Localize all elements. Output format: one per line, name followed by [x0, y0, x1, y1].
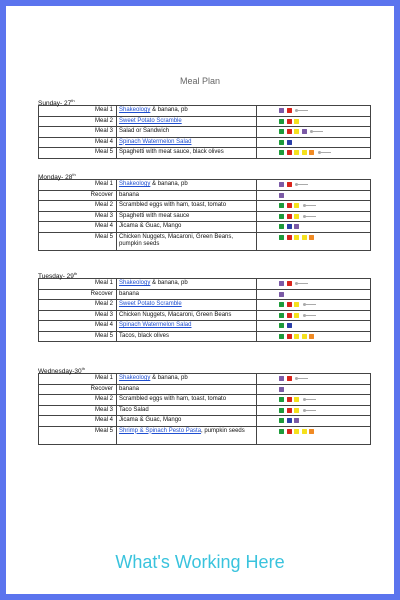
yellow-container-icon — [294, 150, 299, 155]
yellow-container-icon — [294, 313, 299, 318]
meal-text: & banana, pb — [150, 181, 188, 187]
meal-label: Meal 5 — [39, 426, 117, 444]
recipe-link[interactable]: Sweet Potato Scramble — [119, 117, 182, 124]
yellow-container-icon — [294, 119, 299, 124]
meal-text: , pumpkin seeds — [201, 427, 245, 434]
meal-description — [117, 137, 257, 148]
table-row — [39, 310, 371, 321]
teaspoon-icon — [310, 129, 324, 134]
meal-label: Meal 5 — [39, 232, 117, 250]
day-section — [38, 170, 366, 251]
red-container-icon — [287, 203, 292, 208]
table-row — [39, 232, 371, 250]
yellow-container-icon — [294, 235, 299, 240]
green-container-icon — [279, 313, 284, 318]
meal-label: Meal 4 — [39, 222, 117, 233]
meal-text: banana — [119, 385, 140, 392]
container-icons — [257, 116, 371, 127]
meal-text: Scrambled eggs with ham, toast, tomato — [119, 202, 227, 208]
meal-label: Meal 2 — [39, 395, 117, 406]
green-container-icon — [279, 150, 284, 155]
red-container-icon — [287, 334, 292, 339]
table-row — [39, 201, 371, 212]
container-icons — [257, 395, 371, 406]
meal-label: Meal 5 — [39, 331, 117, 342]
meal-description — [117, 289, 257, 300]
teaspoon-icon — [295, 281, 309, 286]
green-container-icon — [279, 203, 284, 208]
red-container-icon — [287, 235, 292, 240]
container-icons — [257, 300, 371, 311]
meal-text: Tacos, black olives — [119, 332, 170, 339]
day-section — [38, 96, 366, 159]
container-icons — [257, 416, 371, 427]
meal-description — [117, 426, 257, 444]
table-row — [39, 127, 371, 138]
container-icons — [257, 211, 371, 222]
meal-description — [117, 395, 257, 406]
meal-text: Scrambled eggs with ham, toast, tomato — [119, 396, 227, 402]
meal-text: & banana, pb — [150, 280, 188, 286]
green-container-icon — [279, 323, 284, 328]
blue-container-icon — [287, 224, 292, 229]
meal-label: Meal 2 — [39, 201, 117, 212]
meal-label: Recover — [39, 384, 117, 395]
red-container-icon — [287, 429, 292, 434]
container-icons — [257, 310, 371, 321]
purple-container-icon — [294, 418, 299, 423]
meal-text: banana — [119, 191, 140, 198]
green-container-icon — [279, 418, 284, 423]
container-icons — [257, 180, 371, 191]
purple-container-icon — [279, 376, 284, 381]
day-heading — [38, 96, 366, 108]
container-icons — [257, 289, 371, 300]
footer-caption: What's Working Here — [115, 552, 285, 572]
table-row — [39, 374, 371, 385]
teaspoon-icon — [295, 376, 309, 381]
meal-description — [117, 232, 257, 250]
red-container-icon — [287, 108, 292, 113]
teaspoon-icon — [303, 302, 317, 307]
day-heading — [38, 269, 366, 281]
orange-container-icon — [309, 235, 314, 240]
red-container-icon — [287, 397, 292, 402]
red-container-icon — [287, 119, 292, 124]
teaspoon-icon — [303, 313, 317, 318]
red-container-icon — [287, 302, 292, 307]
yellow-container-icon — [294, 397, 299, 402]
day-heading — [38, 170, 366, 182]
purple-container-icon — [279, 281, 284, 286]
table-row — [39, 211, 371, 222]
table-row — [39, 300, 371, 311]
meal-description — [117, 416, 257, 427]
yellow-container-icon — [294, 334, 299, 339]
meal-table — [38, 179, 371, 251]
recipe-link[interactable]: Spinach Watermelon Salad — [119, 138, 192, 145]
purple-container-icon — [279, 182, 284, 187]
table-row — [39, 331, 371, 342]
container-icons — [257, 190, 371, 201]
meal-label: Recover — [39, 190, 117, 201]
meal-description — [117, 148, 257, 159]
red-container-icon — [287, 281, 292, 286]
day-heading — [38, 364, 366, 376]
meal-label: Meal 5 — [39, 148, 117, 159]
meal-description — [117, 201, 257, 212]
table-row — [39, 190, 371, 201]
yellow-container-icon — [302, 150, 307, 155]
blue-container-icon — [287, 323, 292, 328]
purple-container-icon — [294, 224, 299, 229]
meal-description — [117, 405, 257, 416]
meal-text: Taco Salad — [119, 406, 149, 413]
meal-description — [117, 222, 257, 233]
meal-description — [117, 331, 257, 342]
meal-description — [117, 180, 257, 191]
meal-description — [117, 321, 257, 332]
meal-label: Meal 1 — [39, 279, 117, 290]
meal-table — [38, 373, 371, 445]
meal-description — [117, 106, 257, 117]
meal-text: Salad or Sandwich — [119, 128, 170, 134]
table-row — [39, 321, 371, 332]
day-section — [38, 364, 366, 445]
meal-label: Meal 1 — [39, 106, 117, 117]
green-container-icon — [279, 129, 284, 134]
red-container-icon — [287, 129, 292, 134]
orange-container-icon — [309, 429, 314, 434]
table-row — [39, 116, 371, 127]
green-container-icon — [279, 119, 284, 124]
container-icons — [257, 384, 371, 395]
meal-table — [38, 105, 371, 159]
teaspoon-icon — [303, 203, 317, 208]
document-title: Meal Plan — [179, 76, 221, 86]
teaspoon-icon — [303, 408, 317, 413]
recipe-link[interactable]: Shakeology — [119, 280, 151, 286]
red-container-icon — [287, 182, 292, 187]
green-container-icon — [279, 408, 284, 413]
orange-container-icon — [309, 150, 314, 155]
recipe-link[interactable]: Spinach Watermelon Salad — [119, 322, 192, 328]
purple-container-icon — [302, 129, 307, 134]
meal-text: Spaghetti with meat sauce — [119, 212, 190, 219]
table-row — [39, 148, 371, 159]
meal-label: Meal 3 — [39, 127, 117, 138]
meal-description — [117, 127, 257, 138]
table-row — [39, 106, 371, 117]
yellow-container-icon — [294, 408, 299, 413]
blue-container-icon — [287, 140, 292, 145]
table-row — [39, 279, 371, 290]
meal-text: & banana, pb — [150, 107, 188, 113]
green-container-icon — [279, 140, 284, 145]
red-container-icon — [287, 408, 292, 413]
day-name: Sunday- 27 — [38, 100, 72, 108]
container-icons — [257, 137, 371, 148]
orange-container-icon — [309, 334, 314, 339]
table-row — [39, 416, 371, 427]
table-row — [39, 395, 371, 406]
meal-label: Meal 3 — [39, 405, 117, 416]
green-container-icon — [279, 334, 284, 339]
container-icons — [257, 279, 371, 290]
container-icons — [257, 222, 371, 233]
container-icons — [257, 201, 371, 212]
yellow-container-icon — [302, 235, 307, 240]
table-row — [39, 180, 371, 191]
table-row — [39, 222, 371, 233]
green-container-icon — [279, 224, 284, 229]
meal-label: Recover — [39, 289, 117, 300]
teaspoon-icon — [303, 214, 317, 219]
meal-label: Meal 1 — [39, 374, 117, 385]
day-name: Wednesday-30 — [38, 368, 82, 376]
teaspoon-icon — [295, 108, 309, 113]
table-row — [39, 289, 371, 300]
meal-description — [117, 279, 257, 290]
container-icons — [257, 374, 371, 385]
purple-container-icon — [279, 387, 284, 392]
green-container-icon — [279, 429, 284, 434]
meal-label: Meal 3 — [39, 211, 117, 222]
purple-container-icon — [279, 292, 284, 297]
meal-label: Meal 2 — [39, 300, 117, 311]
meal-label: Meal 3 — [39, 310, 117, 321]
green-container-icon — [279, 397, 284, 402]
meal-label: Meal 1 — [39, 180, 117, 191]
red-container-icon — [287, 150, 292, 155]
red-container-icon — [287, 214, 292, 219]
day-name: Monday- 28 — [38, 174, 73, 182]
purple-container-icon — [279, 193, 284, 198]
day-section — [38, 269, 366, 342]
red-container-icon — [287, 313, 292, 318]
green-container-icon — [279, 302, 284, 307]
table-row — [39, 137, 371, 148]
yellow-container-icon — [294, 214, 299, 219]
green-container-icon — [279, 235, 284, 240]
recipe-link[interactable]: Shakeology — [119, 181, 151, 187]
meal-text: Chicken Nuggets, Macaroni, Green Beans, pumpkin seeds — [119, 233, 234, 247]
meal-text: & banana, pb — [150, 375, 188, 381]
meal-text: Jicama & Guac, Mango — [119, 223, 182, 229]
container-icons — [257, 331, 371, 342]
day-ordinal-suffix: th — [73, 271, 78, 276]
meal-description — [117, 374, 257, 385]
meal-description — [117, 190, 257, 201]
red-container-icon — [287, 376, 292, 381]
meal-description — [117, 384, 257, 395]
recipe-link[interactable]: Shrimp & Spinach Pesto Pasta — [119, 427, 202, 434]
container-icons — [257, 405, 371, 416]
day-name: Tuesday- 29 — [38, 273, 74, 281]
day-ordinal-suffix: th — [71, 98, 75, 103]
container-icons — [257, 232, 371, 250]
yellow-container-icon — [294, 203, 299, 208]
meal-description — [117, 310, 257, 321]
container-icons — [257, 106, 371, 117]
container-icons — [257, 127, 371, 138]
purple-container-icon — [279, 108, 284, 113]
day-ordinal-suffix: th — [81, 366, 85, 371]
meal-label: Meal 2 — [39, 116, 117, 127]
table-row — [39, 384, 371, 395]
yellow-container-icon — [302, 334, 307, 339]
teaspoon-icon — [303, 397, 317, 402]
meal-text: banana — [119, 290, 140, 297]
recipe-link[interactable]: Shakeology — [119, 375, 151, 381]
yellow-container-icon — [294, 129, 299, 134]
meal-text: Jicama & Guac, Mango — [119, 417, 182, 423]
meal-text: Spaghetti with meat sauce, black olives — [119, 149, 224, 155]
day-ordinal-suffix: th — [72, 172, 76, 177]
table-row — [39, 426, 371, 444]
meal-label: Meal 4 — [39, 321, 117, 332]
container-icons — [257, 426, 371, 444]
yellow-container-icon — [294, 429, 299, 434]
yellow-container-icon — [294, 302, 299, 307]
table-row — [39, 405, 371, 416]
recipe-link[interactable]: Shakeology — [119, 107, 151, 113]
green-container-icon — [279, 214, 284, 219]
recipe-link[interactable]: Sweet Potato Scramble — [119, 301, 182, 307]
container-icons — [257, 148, 371, 159]
yellow-container-icon — [302, 429, 307, 434]
meal-text: Chicken Nuggets, Macaroni, Green Beans — [119, 311, 232, 318]
meal-label: Meal 4 — [39, 137, 117, 148]
teaspoon-icon — [318, 150, 332, 155]
meal-description — [117, 211, 257, 222]
meal-label: Meal 4 — [39, 416, 117, 427]
blue-container-icon — [287, 418, 292, 423]
container-icons — [257, 321, 371, 332]
meal-description — [117, 116, 257, 127]
teaspoon-icon — [295, 182, 309, 187]
meal-description — [117, 300, 257, 311]
meal-table — [38, 278, 371, 342]
